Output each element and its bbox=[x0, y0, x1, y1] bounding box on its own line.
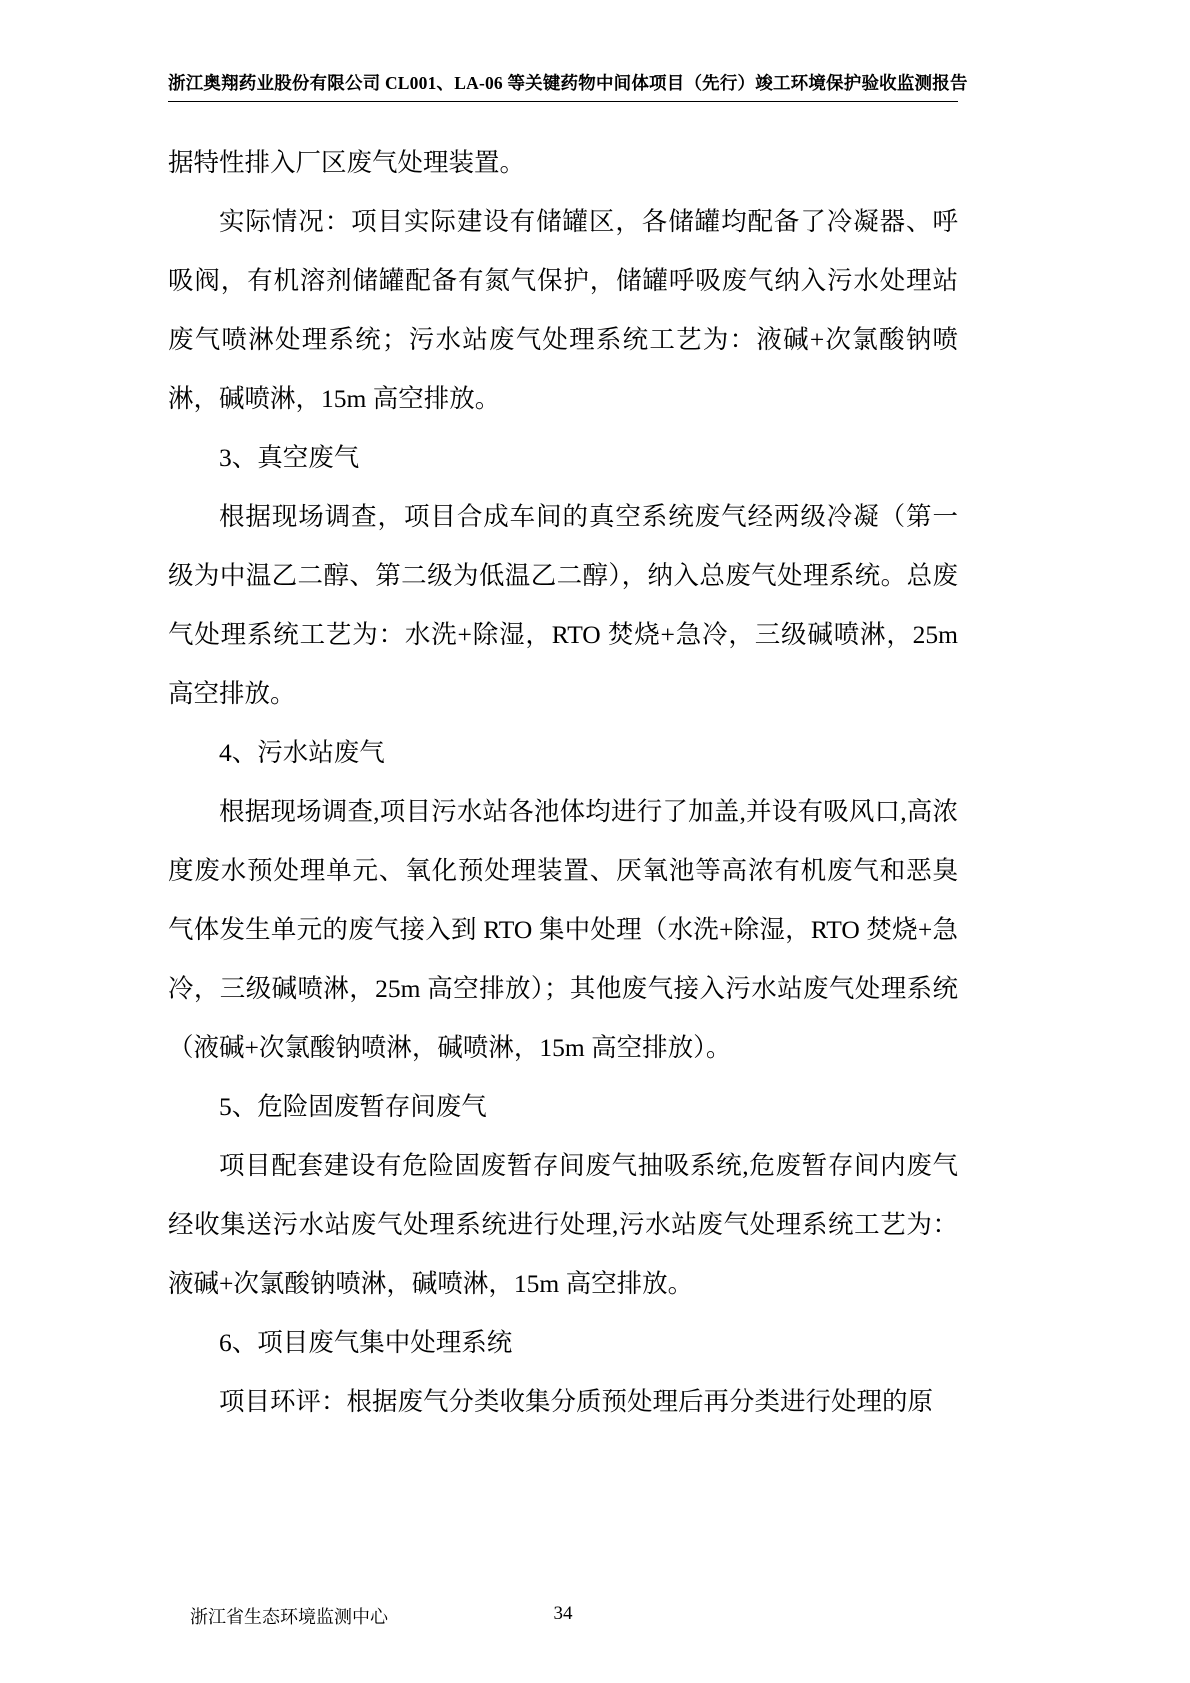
page-content-area bbox=[168, 0, 968, 1683]
header-divider bbox=[168, 101, 958, 102]
footer-page-number: 34 bbox=[553, 1603, 573, 1624]
paragraph-heading: 3、真空废气 bbox=[219, 443, 360, 472]
paragraph-heading: 6、项目废气集中处理系统 bbox=[219, 1328, 513, 1357]
footer-organization: 浙江省生态环境监测中心 bbox=[190, 1607, 388, 1627]
page-header-title: 浙江奥翔药业股份有限公司 CL001、LA-06 等关键药物中间体项目（先行）竣工环境保护验收监测报告 bbox=[168, 73, 968, 93]
page-footer bbox=[168, 1563, 958, 1683]
paragraph: 根据现场调查,项目污水站各池体均进行了加盖,并设有吸风口,高浓度废水预处理单元、氧化预处理装置、厌氧池等高浓有机废气和恶臭气体发生单元的废气接入到 RTO 集中处理（水洗+除湿，RTO 焚烧+急冷，三级碱喷淋，25m 高空排放）；其他废气接入污水站废气处理系统（液碱+次氯酸钠喷淋，碱喷淋，15m 高空排放）。 bbox=[168, 797, 958, 1062]
paragraph: 实际情况：项目实际建设有储罐区，各储罐均配备了冷凝器、呼吸阀，有机溶剂储罐配备有氮气保护，储罐呼吸废气纳入污水处理站废气喷淋处理系统；污水站废气处理系统工艺为：液碱+次氯酸钠喷淋，碱喷淋，15m 高空排放。 bbox=[168, 207, 958, 413]
paragraph: 项目环评：根据废气分类收集分质预处理后再分类进行处理的原 bbox=[219, 1387, 934, 1416]
document-body bbox=[168, 133, 958, 1431]
paragraph-heading: 5、危险固废暂存间废气 bbox=[219, 1092, 487, 1121]
paragraph-heading: 4、污水站废气 bbox=[219, 738, 385, 767]
paragraph: 根据现场调查，项目合成车间的真空系统废气经两级冷凝（第一级为中温乙二醇、第二级为低温乙二醇），纳入总废气处理系统。总废气处理系统工艺为：水洗+除湿，RTO 焚烧+急冷，三级碱喷淋，25m 高空排放。 bbox=[168, 502, 958, 708]
paragraph: 据特性排入厂区废气处理装置。 bbox=[168, 148, 526, 177]
paragraph: 项目配套建设有危险固废暂存间废气抽吸系统,危废暂存间内废气经收集送污水站废气处理系统进行处理,污水站废气处理系统工艺为：液碱+次氯酸钠喷淋，碱喷淋，15m 高空排放。 bbox=[168, 1151, 958, 1298]
